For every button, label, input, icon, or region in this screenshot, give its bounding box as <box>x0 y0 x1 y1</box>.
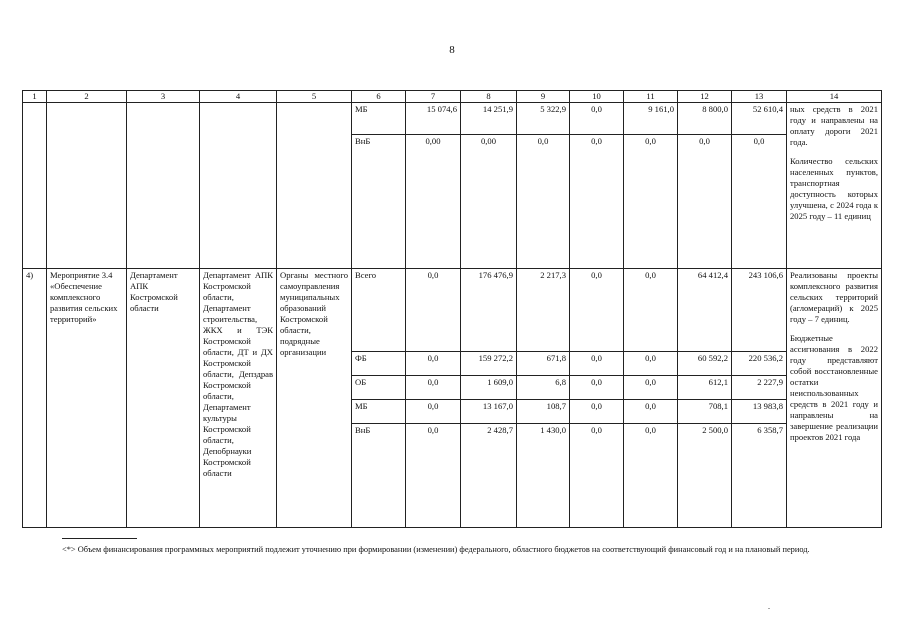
table-row <box>23 269 882 352</box>
column-header: 11 <box>624 91 678 103</box>
value-cell: 0,00 <box>406 135 461 269</box>
column-header: 7 <box>406 91 461 103</box>
funding-source-cell: Всего <box>352 269 406 352</box>
value-cell: 0,0 <box>570 135 624 269</box>
page-mark: . <box>768 602 770 611</box>
value-cell: 8 800,0 <box>678 103 732 135</box>
funding-source-cell: МБ <box>352 103 406 135</box>
funding-source-cell: МБ <box>352 400 406 424</box>
value-cell: 0,0 <box>570 376 624 400</box>
column-header: 3 <box>127 91 200 103</box>
funding-source-cell: ОБ <box>352 376 406 400</box>
measure-name-cell: Мероприятие 3.4 «Обеспечение комплексного развития сельских территорий» <box>47 269 127 528</box>
value-cell: 0,0 <box>624 376 678 400</box>
value-cell: 1 609,0 <box>461 376 517 400</box>
value-cell: 0,0 <box>570 103 624 135</box>
funding-source-cell: ВнБ <box>352 135 406 269</box>
value-cell: 2 428,7 <box>461 424 517 528</box>
result-paragraph: Реализованы проекты комплексного развития сельских территорий (агломераций) к 2025 году – 7 единиц. <box>790 270 878 324</box>
funding-source-cell: ФБ <box>352 352 406 376</box>
value-cell: 1 430,0 <box>517 424 570 528</box>
value-cell: 159 272,2 <box>461 352 517 376</box>
empty-cell <box>277 103 352 269</box>
participants-cell: Органы местного самоуправления муниципальных образований Костромской области, подрядные организации <box>277 269 352 528</box>
value-cell: 64 412,4 <box>678 269 732 352</box>
value-cell: 0,0 <box>732 135 787 269</box>
measure-number-cell: 4) <box>23 269 47 528</box>
value-cell: 0,0 <box>570 424 624 528</box>
table-row <box>23 103 882 135</box>
value-cell: 108,7 <box>517 400 570 424</box>
column-header: 12 <box>678 91 732 103</box>
column-header: 1 <box>23 91 47 103</box>
value-cell: 0,0 <box>570 400 624 424</box>
value-cell: 0,0 <box>406 352 461 376</box>
value-cell: 0,0 <box>624 269 678 352</box>
funding-source-cell: ВнБ <box>352 424 406 528</box>
footnote-divider <box>62 538 137 539</box>
value-cell: 13 983,8 <box>732 400 787 424</box>
column-header: 13 <box>732 91 787 103</box>
value-cell: 0,0 <box>570 269 624 352</box>
empty-cell <box>47 103 127 269</box>
responsible-executor-cell: Департамент АПК Костромской области <box>127 269 200 528</box>
value-cell: 220 536,2 <box>732 352 787 376</box>
value-cell: 13 167,0 <box>461 400 517 424</box>
value-cell: 0,0 <box>624 135 678 269</box>
value-cell: 60 592,2 <box>678 352 732 376</box>
value-cell: 0,0 <box>624 400 678 424</box>
result-paragraph: ных средств в 2021 году и направлены на оплату дороги 2021 года. <box>790 104 878 147</box>
empty-cell <box>23 103 47 269</box>
empty-cell <box>200 103 277 269</box>
value-cell: 0,0 <box>678 135 732 269</box>
value-cell: 0,0 <box>406 400 461 424</box>
value-cell: 0,0 <box>624 352 678 376</box>
value-cell: 5 322,9 <box>517 103 570 135</box>
page-number: 8 <box>449 44 455 56</box>
column-header: 4 <box>200 91 277 103</box>
value-cell: 15 074,6 <box>406 103 461 135</box>
value-cell: 6,8 <box>517 376 570 400</box>
result-paragraph: Количество сельских населенных пунктов, транспортная доступность которых улучшена, с 2024 года к 2025 году – 11 единиц <box>790 156 878 221</box>
program-measures-table <box>22 90 882 528</box>
column-header: 14 <box>787 91 882 103</box>
coexecutors-cell: Департамент АПК Костромской области, Департамент строительства, ЖКХ и ТЭК Костромской области, ДТ и ДХ Костромской области, Депздрав Костромской области, Департамент культуры Костромской области, Депобрнауки Костромской области <box>200 269 277 528</box>
result-cell <box>787 269 882 528</box>
value-cell: 0,0 <box>406 269 461 352</box>
value-cell: 0,0 <box>406 424 461 528</box>
value-cell: 0,0 <box>406 376 461 400</box>
value-cell: 0,00 <box>461 135 517 269</box>
column-header: 6 <box>352 91 406 103</box>
column-header: 2 <box>47 91 127 103</box>
value-cell: 176 476,9 <box>461 269 517 352</box>
value-cell: 52 610,4 <box>732 103 787 135</box>
value-cell: 0,0 <box>517 135 570 269</box>
value-cell: 2 217,3 <box>517 269 570 352</box>
value-cell: 612,1 <box>678 376 732 400</box>
value-cell: 671,8 <box>517 352 570 376</box>
column-header: 5 <box>277 91 352 103</box>
empty-cell <box>127 103 200 269</box>
value-cell: 6 358,7 <box>732 424 787 528</box>
result-cell <box>787 103 882 269</box>
column-header: 10 <box>570 91 624 103</box>
result-paragraph: Бюджетные ассигнования в 2022 году представляют собой восстановленные остатки неиспользованных средств в 2021 году и направлены на завершение реализации проектов 2021 года <box>790 333 878 442</box>
value-cell: 14 251,9 <box>461 103 517 135</box>
column-number-row <box>23 91 882 103</box>
value-cell: 2 227,9 <box>732 376 787 400</box>
value-cell: 243 106,6 <box>732 269 787 352</box>
value-cell: 708,1 <box>678 400 732 424</box>
value-cell: 0,0 <box>570 352 624 376</box>
value-cell: 0,0 <box>624 424 678 528</box>
column-header: 8 <box>461 91 517 103</box>
footnote: <*> Объем финансирования программных мероприятий подлежит уточнению при формировании (изменении) федерального, областного бюджетов на соответствующий финансовый год и на плановый период. <box>62 545 810 554</box>
value-cell: 9 161,0 <box>624 103 678 135</box>
column-header: 9 <box>517 91 570 103</box>
value-cell: 2 500,0 <box>678 424 732 528</box>
